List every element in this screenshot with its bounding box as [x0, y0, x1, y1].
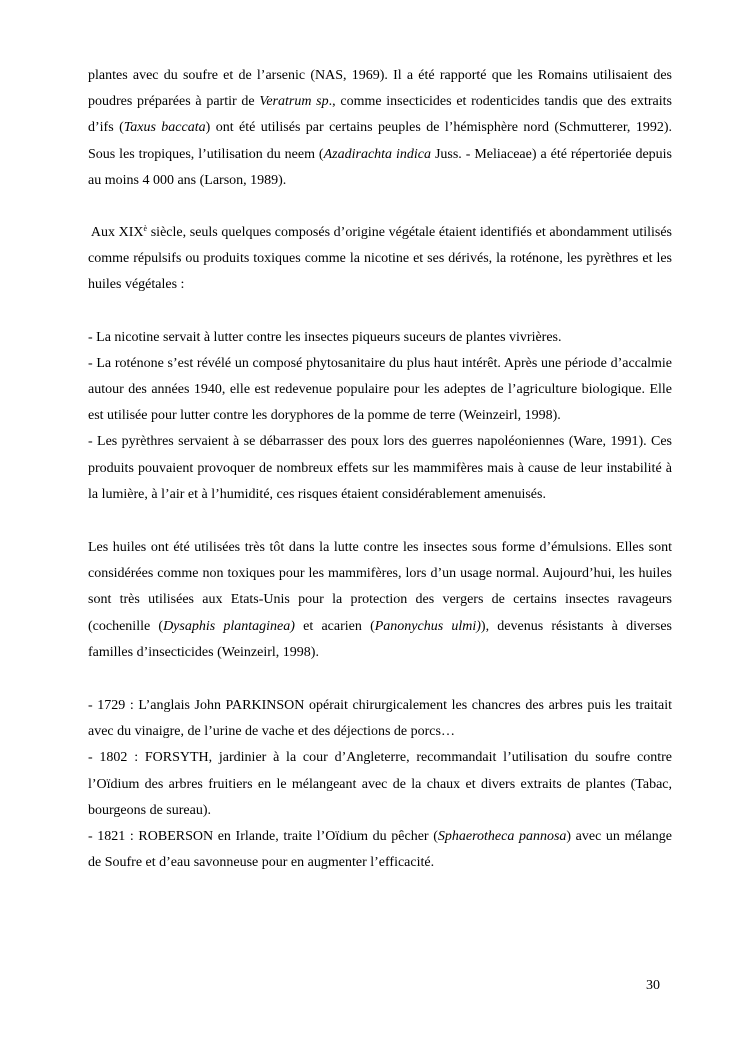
paragraph-19th-century	[88, 220, 672, 299]
text: siècle, seuls quelques composés d’origine végétale étaient identifiés et abondamment utilisés comme répulsifs ou produits toxiques comme la nicotine et ses dérivés, la roténone, les pyrèthres et les huiles végétales :	[88, 225, 672, 293]
text: - 1821 : ROBERSON en Irlande, traite l’Oïdium du pêcher (	[88, 829, 438, 845]
text: Juss. - Meliaceae) a été répertoriée depuis au moins 4 000 ans (Larson, 1989).	[88, 146, 673, 188]
text: plantes avec du soufre et de l’arsenic (NAS, 1969). Il a été rapporté que les Romains utilisaient des poudres préparées à partir de	[88, 68, 672, 110]
paragraph-gap	[88, 299, 672, 325]
list-item-1802: - 1802 : FORSYTH, jardinier à la cour d’Angleterre, recommandait l’utilisation du soufre contre l’Oïdium des arbres fruitiers en le mélangeant avec de la chaux et divers extraits de plantes (Tabac, bourgeons de sureau).	[88, 750, 672, 818]
paragraph-gap	[88, 508, 672, 535]
superscript: è	[143, 224, 148, 234]
text: et acarien (	[294, 618, 375, 634]
species-name: Dysaphis plantaginea)	[163, 618, 295, 634]
list-item-1821	[88, 824, 672, 876]
species-name: Sphaerotheca pannosa	[437, 829, 567, 845]
list-item-pyrethrum: - Les pyrèthres servaient à se débarrasser des poux lors des guerres napoléoniennes (Ware, 1991). Ces produits pouvaient provoquer de nombreux effets sur les mammifères mais à cause de leur instabilité à la lumière, à l’air et à l’humidité, ces risques étaient considérablement amenuisés.	[88, 434, 672, 502]
text: ) avec un mélange de Soufre et d’eau savonneuse pour en augmenter l’efficacité.	[88, 829, 672, 871]
text: Aux XIX	[88, 225, 144, 241]
page-body	[88, 63, 672, 876]
paragraph-gap	[88, 666, 672, 693]
text: Les huiles ont été utilisées très tôt dans la lutte contre les insectes sous forme d’émulsions. Elles sont considérées comme non toxiques pour les mammifères, lors d’un usage normal. Aujourd’hui, les huiles sont très utilisées aux Etats-Unis pour la protection des vergers de certains insectes ravageurs (cochenille (	[88, 540, 672, 634]
text: ), devenus résistants à diverses familles d’insecticides (Weinzeirl, 1998).	[88, 618, 672, 660]
paragraph-oils	[88, 535, 672, 666]
text: ) ont été utilisés par certains peuples de l’hémisphère nord (Schmutterer, 1992). Sous les tropiques, l’utilisation du neem (	[88, 120, 672, 162]
text: ., comme insecticides et rodenticides tandis que des extraits d’ifs (	[88, 94, 672, 136]
species-name: Panonychus ulmi)	[374, 618, 481, 634]
paragraph-ancient-uses	[88, 63, 672, 194]
species-name: Veratrum sp	[259, 94, 329, 110]
species-name: Taxus baccata	[123, 120, 206, 136]
list-item-1729: - 1729 : L’anglais John PARKINSON opérait chirurgicalement les chancres des arbres puis les traitait avec du vinaigre, de l’urine de vache et des déjections de porcs…	[88, 698, 672, 740]
paragraph-gap	[88, 194, 672, 220]
list-item-rotenone: - La roténone s’est révélé un composé phytosanitaire du plus haut intérêt. Après une période d’accalmie autour des années 1940, elle est redevenue populaire pour les adeptes de l’agriculture biologique. Elle est utilisée pour lutter contre les doryphores de la pomme de terre (Weinzeirl, 1998).	[88, 355, 672, 424]
species-name: Azadirachta indica	[323, 146, 431, 162]
page-number: 30	[646, 978, 660, 993]
list-item-nicotine: - La nicotine servait à lutter contre les insectes piqueurs suceurs de plantes vivrières.	[88, 329, 562, 345]
